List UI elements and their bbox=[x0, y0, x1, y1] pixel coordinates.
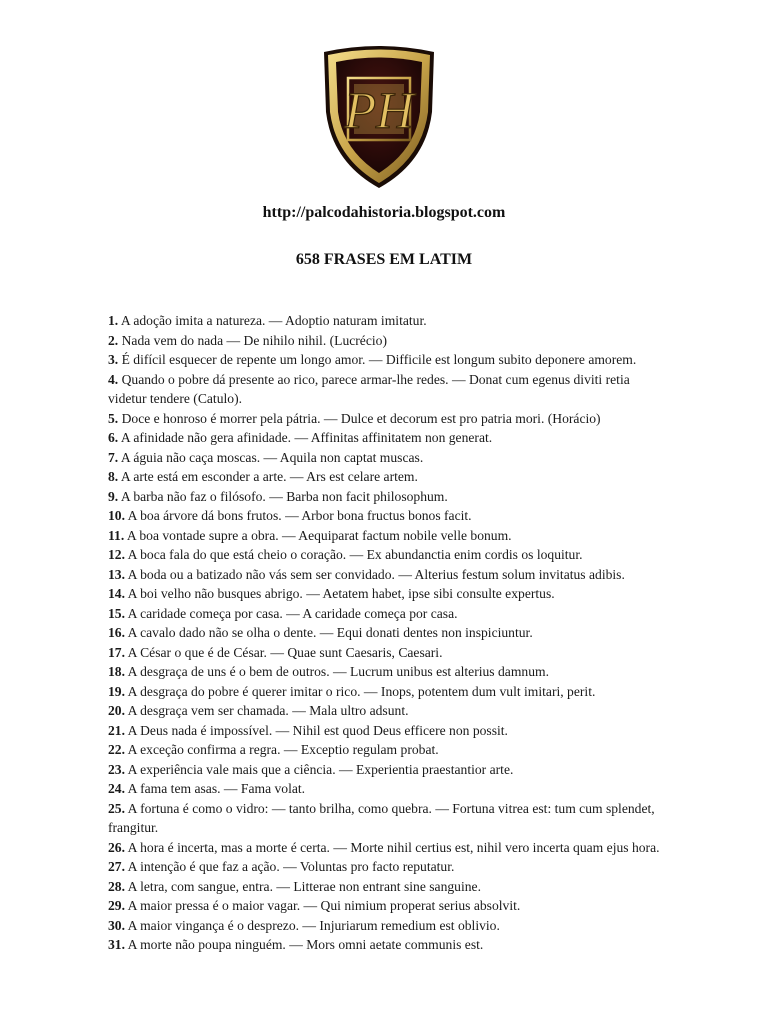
list-item bbox=[108, 682, 668, 702]
list-item bbox=[108, 740, 668, 760]
list-item bbox=[108, 623, 668, 643]
list-item bbox=[108, 487, 668, 507]
item-text: A boi velho não busques abrigo. — Aetatem habet, ipse sibi consulte expertus. bbox=[125, 586, 555, 601]
list-item bbox=[108, 409, 668, 429]
item-number: 7. bbox=[108, 449, 119, 465]
item-text: A desgraça de uns é o bem de outros. — Lucrum unibus est alterius damnum. bbox=[125, 664, 549, 679]
item-text: A desgraça vem ser chamada. — Mala ultro adsunt. bbox=[125, 703, 409, 718]
list-item bbox=[108, 467, 668, 487]
list-item bbox=[108, 584, 668, 604]
item-number: 23. bbox=[108, 761, 125, 777]
item-text: A intenção é que faz a ação. — Voluntas pro facto reputatur. bbox=[125, 859, 455, 874]
item-text: A hora é incerta, mas a morte é certa. — Morte nihil certius est, nihil vero incerta quam ejus hora. bbox=[125, 839, 660, 855]
item-text: A barba não faz o filósofo. — Barba non facit philosophum. bbox=[118, 488, 448, 504]
item-number: 15. bbox=[108, 605, 125, 621]
item-number: 10. bbox=[108, 508, 125, 523]
item-number: 12. bbox=[108, 547, 125, 562]
list-item bbox=[108, 701, 668, 721]
item-text: Doce e honroso é morrer pela pátria. — Dulce et decorum est pro patria mori. (Horácio) bbox=[118, 410, 601, 426]
item-text: A maior vingança é o desprezo. — Injuriarum remedium est oblivio. bbox=[125, 917, 500, 933]
item-number: 16. bbox=[108, 625, 125, 640]
list-item bbox=[108, 857, 668, 877]
item-number: 13. bbox=[108, 566, 125, 582]
item-number: 5. bbox=[108, 410, 119, 426]
item-number: 9. bbox=[108, 488, 119, 504]
item-text: A afinidade não gera afinidade. — Affinitas affinitatem non generat. bbox=[118, 430, 493, 445]
item-text: A caridade começa por casa. — A caridade começa por casa. bbox=[125, 605, 458, 621]
item-text: A experiência vale mais que a ciência. — Experientia praestantior arte. bbox=[125, 761, 514, 777]
item-number: 26. bbox=[108, 839, 125, 855]
item-number: 19. bbox=[108, 683, 125, 699]
list-item bbox=[108, 604, 668, 624]
item-number: 3. bbox=[108, 352, 119, 367]
item-text: A fortuna é como o vidro: — tanto brilha, como quebra. — Fortuna vitrea est: tum cum splendet, frangitur. bbox=[108, 800, 655, 835]
item-number: 28. bbox=[108, 878, 125, 894]
item-text: A cavalo dado não se olha o dente. — Equi donati dentes non inspiciuntur. bbox=[125, 625, 533, 640]
shield-icon bbox=[320, 42, 438, 192]
item-number: 30. bbox=[108, 917, 125, 933]
list-item bbox=[108, 565, 668, 585]
phrase-list bbox=[108, 311, 668, 955]
list-item bbox=[108, 350, 668, 370]
list-item bbox=[108, 545, 668, 565]
item-number: 1. bbox=[108, 313, 119, 328]
item-text: Quando o pobre dá presente ao rico, parece armar-lhe redes. — Donat cum egenus diviti retia videtur tendere (Catulo). bbox=[108, 371, 630, 406]
item-text: É difícil esquecer de repente um longo amor. — Difficile est longum subito deponere amorem. bbox=[118, 352, 637, 367]
list-item bbox=[108, 721, 668, 741]
item-number: 27. bbox=[108, 859, 125, 874]
list-item bbox=[108, 896, 668, 916]
item-number: 24. bbox=[108, 781, 125, 796]
item-text: A morte não poupa ninguém. — Mors omni aetate communis est. bbox=[125, 937, 484, 952]
item-number: 22. bbox=[108, 742, 125, 757]
item-text: A César o que é de César. — Quae sunt Caesaris, Caesari. bbox=[125, 644, 443, 660]
shield-logo bbox=[320, 42, 438, 192]
list-item bbox=[108, 526, 668, 546]
item-number: 4. bbox=[108, 371, 119, 387]
item-text: A boa árvore dá bons frutos. — Arbor bona fructus bonos facit. bbox=[125, 508, 472, 523]
list-item bbox=[108, 331, 668, 351]
item-text: A exceção confirma a regra. — Exceptio regulam probat. bbox=[125, 742, 439, 757]
item-number: 25. bbox=[108, 800, 125, 816]
item-number: 11. bbox=[108, 527, 125, 543]
item-text: A desgraça do pobre é querer imitar o rico. — Inops, potentem dum vult imitari, perit. bbox=[125, 683, 596, 699]
item-text: A fama tem asas. — Fama volat. bbox=[125, 781, 306, 796]
list-item bbox=[108, 877, 668, 897]
list-item bbox=[108, 448, 668, 468]
list-item bbox=[108, 370, 668, 409]
item-text: A maior pressa é o maior vagar. — Qui nimium properat serius absolvit. bbox=[125, 898, 521, 913]
item-text: A águia não caça moscas. — Aquila non captat muscas. bbox=[118, 449, 424, 465]
item-text: A Deus nada é impossível. — Nihil est quod Deus efficere non possit. bbox=[125, 722, 508, 738]
list-item bbox=[108, 506, 668, 526]
item-text: Nada vem do nada — De nihilo nihil. (Lucrécio) bbox=[118, 332, 387, 348]
item-text: A adoção imita a natureza. — Adoptio naturam imitatur. bbox=[118, 313, 427, 328]
item-number: 18. bbox=[108, 664, 125, 679]
item-number: 29. bbox=[108, 898, 125, 913]
list-item bbox=[108, 916, 668, 936]
item-text: A letra, com sangue, entra. — Litterae non entrant sine sanguine. bbox=[125, 878, 481, 894]
item-text: A boca fala do que está cheio o coração. — Ex abundanctia enim cordis os loquitur. bbox=[125, 547, 583, 562]
monogram: PH bbox=[344, 83, 414, 140]
item-number: 21. bbox=[108, 722, 125, 738]
item-number: 31. bbox=[108, 937, 125, 952]
list-item bbox=[108, 662, 668, 682]
list-item bbox=[108, 799, 668, 838]
page-title: 658 FRASES EM LATIM bbox=[295, 251, 473, 268]
list-item bbox=[108, 935, 668, 955]
blog-url[interactable]: http://palcodahistoria.blogspot.com bbox=[262, 204, 506, 221]
item-text: A boa vontade supre a obra. — Aequiparat factum nobile velle bonum. bbox=[124, 527, 512, 543]
list-item bbox=[108, 428, 668, 448]
list-item bbox=[108, 838, 668, 858]
list-item bbox=[108, 779, 668, 799]
item-text: A arte está em esconder a arte. — Ars est celare artem. bbox=[118, 469, 418, 484]
item-number: 14. bbox=[108, 586, 125, 601]
item-text: A boda ou a batizado não vás sem ser convidado. — Alterius festum solum invitatus adibis. bbox=[125, 566, 625, 582]
list-item bbox=[108, 311, 668, 331]
list-item bbox=[108, 643, 668, 663]
list-item bbox=[108, 760, 668, 780]
item-number: 17. bbox=[108, 644, 125, 660]
item-number: 6. bbox=[108, 430, 119, 445]
item-number: 8. bbox=[108, 469, 119, 484]
item-number: 2. bbox=[108, 332, 119, 348]
item-number: 20. bbox=[108, 703, 125, 718]
